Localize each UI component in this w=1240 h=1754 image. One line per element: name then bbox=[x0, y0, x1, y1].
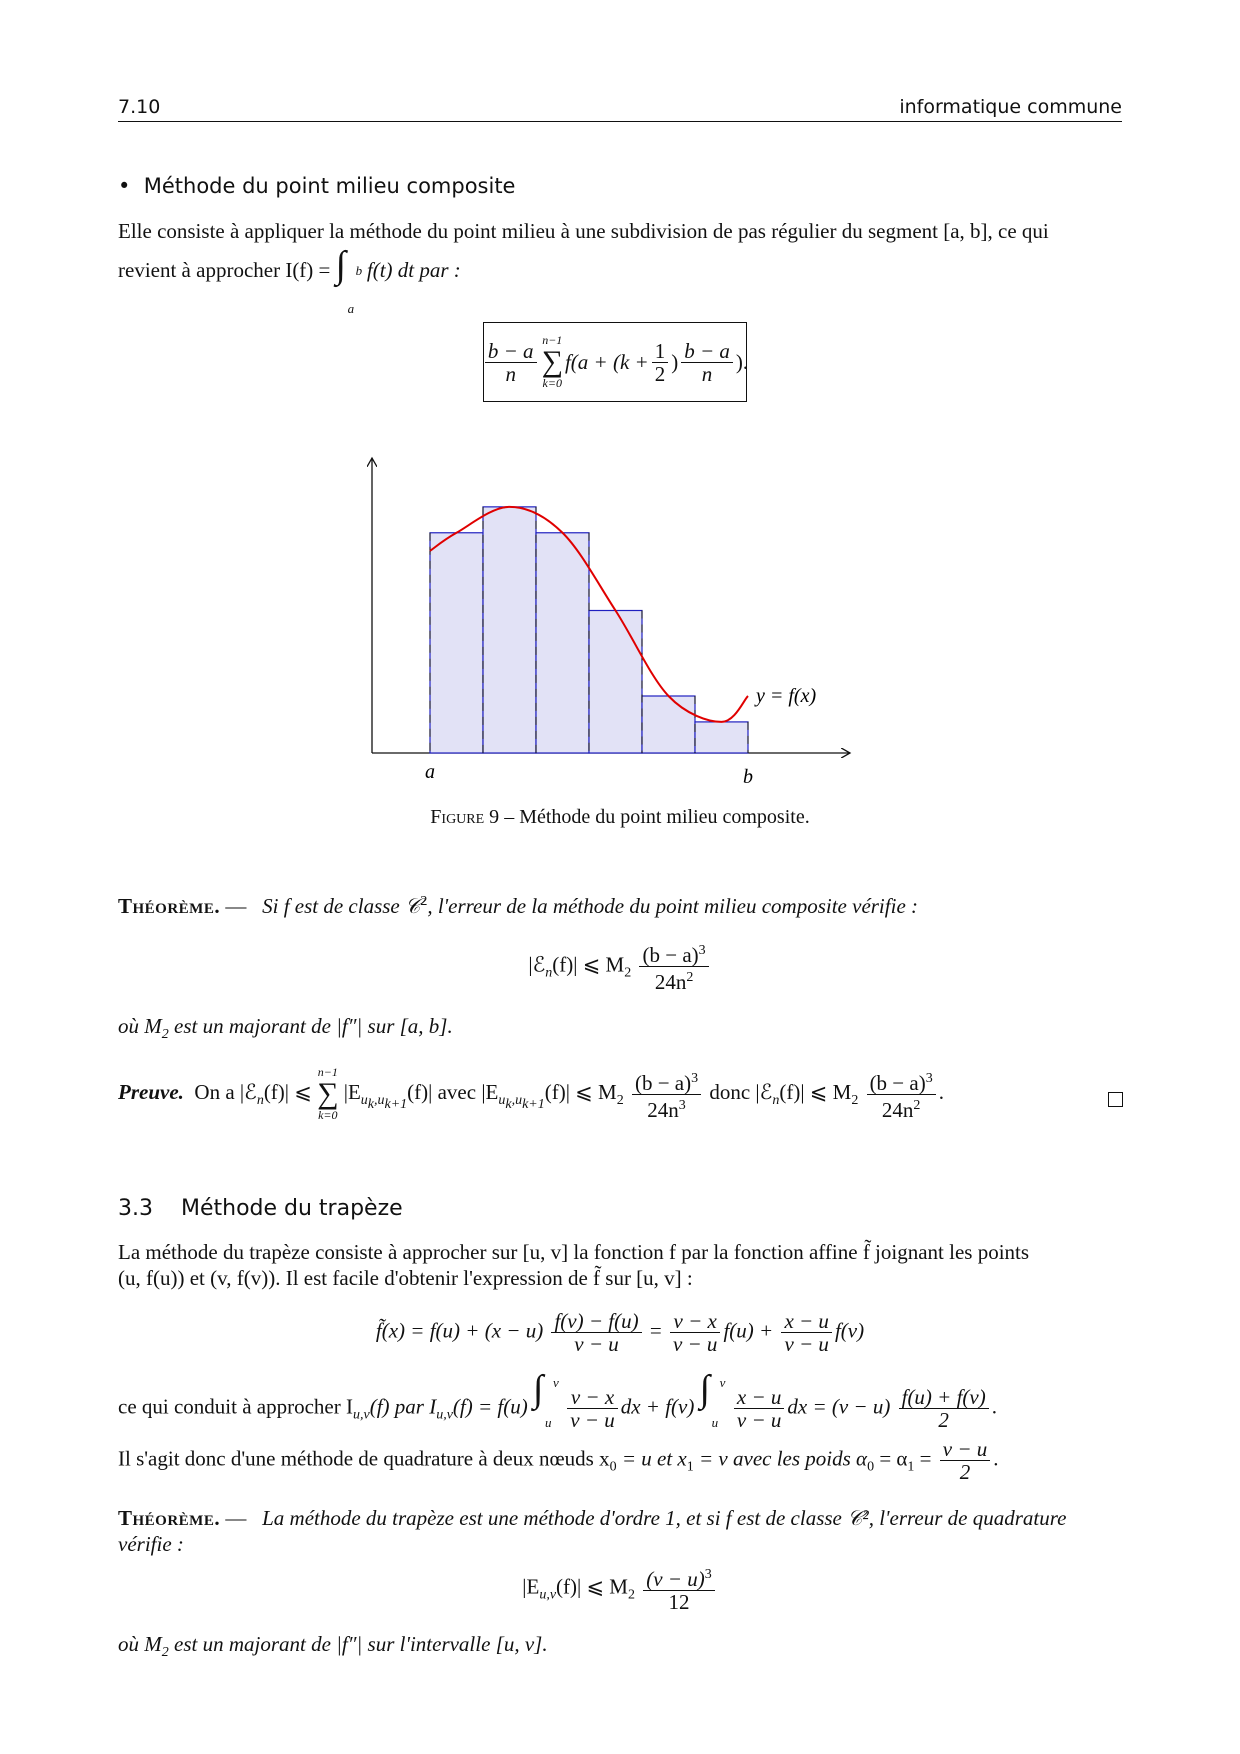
qed-square-icon bbox=[1108, 1092, 1123, 1107]
header-running-title: informatique commune bbox=[899, 96, 1122, 118]
midpoint-chart bbox=[360, 448, 860, 788]
figure-caption: Figure 9 – Méthode du point milieu composite. bbox=[430, 806, 810, 828]
midpoint-bar bbox=[642, 696, 695, 753]
theorem-formula: $|E_{u,v}(f)|$ ⩽ $M_2$ $\frac{(v - u)^3}{12}$ bbox=[0, 1564, 1240, 1613]
midpoint-bar bbox=[536, 533, 589, 753]
interpolation-formula: f̃(x) = f(u) + (x − u) $\frac{f(v) - f(u)}{v - u}$ = $\frac{v - x}{v - u}$ f(u) + $\frac{x - u}{v - u}$ f(v) bbox=[375, 1309, 865, 1356]
section-heading: 3.3 Méthode du trapèze bbox=[118, 1196, 403, 1221]
paragraph-line: revient à approcher I(f) = ∫ b a f(t) dt par : bbox=[118, 244, 461, 316]
header-section-number: 7.10 bbox=[118, 96, 161, 118]
paragraph-line: (u, f(u)) et (v, f(v)). Il est facile d'obtenir l'expression de f̃ sur [u, v] : bbox=[118, 1266, 693, 1290]
header-rule bbox=[118, 121, 1122, 122]
proof: Preuve. On a |ℰ$_n$(f)| ⩽ n−1 ∑ k=0 $|E_{u_k,u_{k+1}}(f)|$ avec $|E_{u_k,u_{k+1}}(f)|$ ⩽ $M_2$ $\frac{(b - a)^3}{24n^3}$ donc |ℰ$_n$(f)| ⩽ $M_2$ $\frac{(b - a)^3}{24n^2}$ . bbox=[118, 1065, 944, 1122]
x-label-b: b bbox=[743, 766, 753, 788]
x-label-a: a bbox=[425, 761, 435, 783]
paragraph-line: Elle consiste à appliquer la méthode du point milieu à une subdivision de pas régulier du segment [a, b], ce qui bbox=[118, 219, 1049, 243]
paragraph-line: ce qui conduit à approcher $I_{u,v}(f)$ par $I_{u,v}(f) = f(u)$ ∫ v u $\frac{v - x}{v - u}$ dx + f(v) ∫ v u $\frac{x - u}{v - u}$ dx = (v − u) $\frac{f(u) + f(v)}{2}$ . bbox=[118, 1368, 997, 1432]
theorem-formula: |ℰ$_n$(f)| ⩽ $M_2$ $\frac{(b - a)^3}{24n^2}$ bbox=[0, 940, 1240, 993]
theorem-statement: Théorème. — La méthode du trapèze est une méthode d'ordre 1, et si f est de classe 𝒞², l'erreur de quadrature bbox=[118, 1506, 1067, 1530]
midpoint-bar bbox=[589, 611, 642, 754]
midpoint-bar bbox=[430, 533, 483, 753]
paragraph-line: Il s'agit donc d'une méthode de quadrature à deux nœuds $x_0 = u$ et $x_1 = v$ avec les poids $\alpha_0 = \alpha_1$ = $\frac{v - u}{2}$ . bbox=[118, 1437, 999, 1484]
paragraph-line: La méthode du trapèze consiste à approcher sur [u, v] la fonction f par la fonction affine f̃ joignant les points bbox=[118, 1240, 1030, 1264]
theorem-statement-cont: vérifie : bbox=[118, 1532, 184, 1556]
midpoint-bar bbox=[695, 722, 748, 753]
theorem-statement: Théorème. — Si f est de classe 𝒞$^2$, l'erreur de la méthode du point milieu composite vérifie : bbox=[118, 894, 919, 918]
curve-label: y = f(x) bbox=[756, 685, 817, 707]
midpoint-bar bbox=[483, 507, 536, 753]
bullet-icon: • bbox=[118, 174, 131, 198]
boxed-formula: $\frac{b - a}{n}$ n−1 ∑ k=0 f(a + (k + $\frac{1}{2}$ ) $\frac{b - a}{n}$ ). bbox=[483, 322, 747, 402]
theorem-where: où $M_2$ est un majorant de |f″| sur l'intervalle [u, v]. bbox=[118, 1632, 548, 1661]
theorem-where: où $M_2$ est un majorant de |f″| sur [a, b]. bbox=[118, 1014, 453, 1043]
subsection-heading: • Méthode du point milieu composite bbox=[118, 174, 516, 198]
